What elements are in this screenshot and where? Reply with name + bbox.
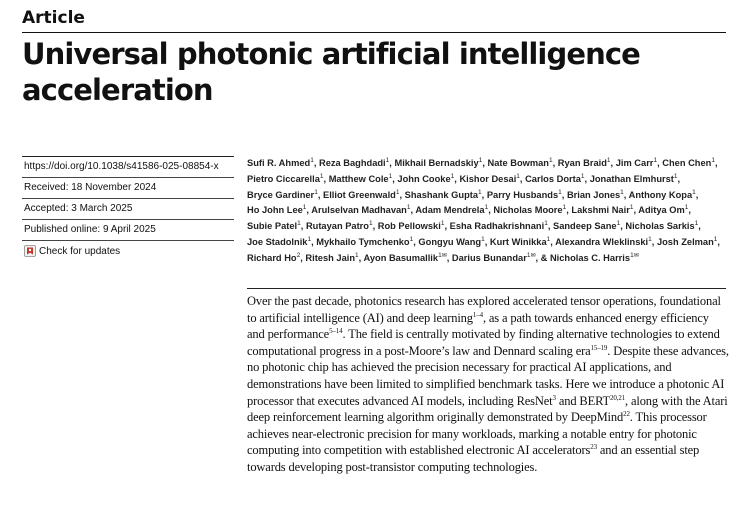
affiliation-marker: 1 xyxy=(713,235,718,243)
author-separator: , xyxy=(698,221,701,232)
author-separator: , xyxy=(444,221,448,232)
affiliation-marker: 1 xyxy=(580,172,585,180)
abstract-text: , along with the Atari deep reinforcement learning algorithm originally demonstrated by DeepMind xyxy=(247,393,728,425)
corresponding-author-icon[interactable]: ✉ xyxy=(441,252,447,259)
author-name-text: Ho John Lee xyxy=(247,205,303,216)
author-separator: , xyxy=(323,173,327,184)
affiliation-marker: 1 xyxy=(440,220,445,228)
author-name[interactable] xyxy=(316,237,416,247)
author-name-text: Shashank Gupta xyxy=(404,189,479,200)
author-separator: , xyxy=(519,173,523,184)
author-name-text: Darius Bunandar xyxy=(451,252,527,263)
author-name-text: Nate Bowman xyxy=(487,158,549,168)
author-name-text: Joe Stadolnik xyxy=(247,236,308,247)
author-name[interactable] xyxy=(405,190,485,200)
affiliation-marker: 1 xyxy=(711,156,715,164)
author-separator: , xyxy=(481,189,485,200)
abstract-text: , as a path towards enhanced energy efficiency and performance xyxy=(247,310,709,342)
author-name[interactable] xyxy=(247,174,326,184)
reference-link[interactable]: 1–4 xyxy=(472,310,483,319)
author-name-text: Richard Ho xyxy=(247,252,297,263)
affiliation-marker: 1 xyxy=(368,220,373,228)
author-name-text: Carlos Dorta xyxy=(525,173,581,184)
author-name-text: Mikhail Bernadskiy xyxy=(394,158,479,168)
affiliation-marker: 1 xyxy=(692,188,696,196)
affiliation-marker: 1 xyxy=(562,204,567,212)
author-name-text: Nicholas C. Harris xyxy=(549,252,631,263)
author-name[interactable] xyxy=(247,205,309,215)
author-name[interactable] xyxy=(493,205,568,215)
author-name[interactable] xyxy=(323,190,402,200)
affiliation-marker: 1 xyxy=(478,188,482,196)
author-separator: , xyxy=(535,252,539,263)
check-for-updates-icon xyxy=(24,245,36,257)
abstract-text: . The field is centrally motivated by finding alternative technologies to extend computational progress in a post-Moore’s law and Dennard scaling era xyxy=(247,327,720,358)
author-name[interactable] xyxy=(247,221,303,231)
author-name[interactable] xyxy=(397,174,456,184)
author-separator: , xyxy=(300,252,303,263)
received-date: Received: 18 November 2024 xyxy=(22,177,234,198)
corresponding-author-icon[interactable]: ✉ xyxy=(530,252,536,259)
author-separator: , xyxy=(392,173,395,184)
affiliation-marker: 1 xyxy=(438,251,442,259)
affiliation-marker: 1 xyxy=(484,204,489,212)
author-separator: , xyxy=(584,173,588,184)
corresponding-author-icon[interactable]: ✉ xyxy=(633,252,639,259)
check-for-updates-label: Check for updates xyxy=(39,245,121,257)
author-name-text: Esha Radhakrishnani xyxy=(449,221,545,232)
affiliation-marker: 1 xyxy=(314,188,318,196)
author-separator: , xyxy=(399,189,403,200)
author-name-text: Sandeep Sane xyxy=(553,221,617,232)
author-conjunction: & xyxy=(540,252,550,263)
author-separator: , xyxy=(714,158,718,168)
author-name[interactable] xyxy=(415,205,490,215)
affiliation-marker: 1 xyxy=(653,156,658,164)
affiliation-marker: 1 xyxy=(684,204,689,212)
affiliation-marker: 1 xyxy=(620,188,624,196)
author-name[interactable] xyxy=(625,221,700,231)
author-name[interactable] xyxy=(459,174,522,184)
author-separator: , xyxy=(484,236,488,247)
author-separator: , xyxy=(620,221,623,232)
author-name-text: Ayon Basumallik xyxy=(363,252,439,263)
author-name[interactable] xyxy=(616,158,660,168)
author-name[interactable] xyxy=(378,221,447,231)
author-name[interactable] xyxy=(553,221,623,231)
author-name-text: Matthew Cole xyxy=(328,173,389,184)
author-name[interactable] xyxy=(558,158,613,168)
article-meta xyxy=(22,156,234,262)
header-rule xyxy=(22,32,726,33)
author-separator: , xyxy=(695,189,699,200)
author-name-text: Subie Patel xyxy=(247,221,298,232)
abstract-text: . Despite these advances, no photonic chip has achieved the precision necessary for practical AI applications, and demonstrations have been limited to simplified benchmark tasks. Here we introduce a photonic AI processor that executes advanced AI models, including ResNet xyxy=(247,343,729,408)
author-name[interactable] xyxy=(590,174,680,184)
author-name-text: Kishor Desai xyxy=(459,173,517,184)
author-name[interactable] xyxy=(247,158,316,168)
author-name[interactable] xyxy=(657,237,720,247)
author-name[interactable] xyxy=(629,190,699,200)
author-name[interactable] xyxy=(571,205,636,215)
author-name-text: Rob Pellowski xyxy=(377,221,441,232)
author-separator: , xyxy=(623,189,627,200)
affiliation-marker: 1 xyxy=(481,235,485,243)
author-name[interactable] xyxy=(541,253,639,263)
author-name[interactable] xyxy=(567,190,626,200)
affiliation-marker: 1 xyxy=(307,235,312,243)
author-separator: , xyxy=(446,252,450,263)
author-separator: , xyxy=(633,205,637,216)
affiliation-marker: 1 xyxy=(516,172,520,180)
author-separator: , xyxy=(550,236,553,247)
author-name-text: Ryan Braid xyxy=(557,158,607,168)
author-name-text: Chen Chen xyxy=(662,158,712,168)
affiliation-marker: 2 xyxy=(296,251,301,259)
author-name[interactable] xyxy=(306,221,375,231)
author-name-text: Gongyu Wang xyxy=(418,236,482,247)
reference-link[interactable]: 20,21 xyxy=(610,393,626,402)
author-separator: , xyxy=(410,205,414,216)
reference-link[interactable]: 22 xyxy=(623,410,630,418)
author-separator: , xyxy=(306,205,310,216)
author-name[interactable] xyxy=(319,158,392,168)
author-name-text: Ritesh Jain xyxy=(305,252,356,263)
affiliation-marker: 1 xyxy=(616,220,621,228)
author-separator: , xyxy=(313,158,317,168)
affiliation-marker: 1 xyxy=(546,235,551,243)
author-name[interactable] xyxy=(247,237,314,247)
abstract-text: Over the past decade, photonics research has explored accelerated tensor operations, foundational to artificial intelligence (AI) and deep learning xyxy=(247,294,721,325)
abstract-text: . This processor achieves near-electronic precision for many workloads, marking a notable entry for photonic computing into competition with established electronic AI accelerators xyxy=(247,410,707,458)
reference-link[interactable]: 23 xyxy=(590,443,597,452)
author-separator: , xyxy=(482,158,485,168)
author-name-text: Reza Baghdadi xyxy=(319,158,386,168)
affiliation-marker: 1 xyxy=(409,235,414,243)
author-name[interactable] xyxy=(525,174,587,184)
author-name-text: Mykhailo Tymchenko xyxy=(316,236,410,247)
affiliation-marker: 1 xyxy=(302,204,307,212)
author-name-text: Aditya Om xyxy=(638,205,685,216)
author-separator: , xyxy=(688,205,691,216)
author-name[interactable] xyxy=(329,174,395,184)
author-separator: , xyxy=(717,236,721,247)
author-name[interactable] xyxy=(247,190,320,200)
affiliation-marker: 1 xyxy=(355,251,359,259)
affiliation-marker: 1 xyxy=(548,156,553,164)
abstract-rule xyxy=(247,288,726,289)
article-title: Universal photonic artificial intelligence acceleration xyxy=(22,37,640,107)
reference-link[interactable]: 3 xyxy=(552,393,556,402)
author-name-text: Lakshmi Nair xyxy=(571,205,630,216)
author-name[interactable] xyxy=(662,158,717,168)
author-name-text: Josh Zelman xyxy=(656,236,714,247)
reference-link[interactable]: 15–19 xyxy=(590,343,608,352)
author-separator: , xyxy=(372,221,376,232)
author-separator: , xyxy=(547,221,551,232)
author-name[interactable] xyxy=(452,253,538,263)
author-name-text: Elliot Greenwald xyxy=(323,189,396,200)
affiliation-marker: 1 xyxy=(544,220,548,228)
author-name-text: Rutayan Patro xyxy=(305,221,369,232)
accepted-date: Accepted: 3 March 2025 xyxy=(22,198,234,219)
affiliation-marker: 1 xyxy=(297,220,301,228)
affiliation-marker: 1 xyxy=(478,156,483,164)
author-list xyxy=(247,156,727,267)
affiliation-marker: 1 xyxy=(450,172,455,180)
affiliation-marker: 1 xyxy=(526,251,531,259)
author-name-text: Kurt Winikka xyxy=(489,236,547,247)
author-separator: , xyxy=(566,205,569,216)
author-name[interactable] xyxy=(394,158,484,168)
affiliation-marker: 1 xyxy=(558,188,562,196)
author-separator: , xyxy=(389,158,392,168)
author-name-text: Nicholas Sarkis xyxy=(625,221,695,232)
affiliation-marker: 1 xyxy=(310,156,314,164)
author-name[interactable] xyxy=(555,237,654,247)
affiliation-marker: 1 xyxy=(319,172,324,180)
author-name-text: Bryce Gardiner xyxy=(247,189,315,200)
author-separator: , xyxy=(358,252,362,263)
affiliation-marker: 1 xyxy=(673,172,678,180)
author-separator: , xyxy=(610,158,614,168)
affiliation-marker: 1 xyxy=(385,156,390,164)
author-name[interactable] xyxy=(490,237,553,247)
author-name[interactable] xyxy=(305,253,361,263)
author-separator: , xyxy=(552,158,556,168)
author-name-text: Anthony Kopa xyxy=(628,189,693,200)
affiliation-marker: 1 xyxy=(406,204,411,212)
author-separator: , xyxy=(657,158,660,168)
reference-link[interactable]: 5–14 xyxy=(329,327,343,336)
author-separator: , xyxy=(488,205,491,216)
author-name-text: Jonathan Elmhurst xyxy=(589,173,674,184)
author-separator: , xyxy=(454,173,457,184)
affiliation-marker: 1 xyxy=(388,172,393,180)
author-name-text: Brian Jones xyxy=(566,189,621,200)
author-name[interactable] xyxy=(488,158,556,168)
author-name-text: Pietro Ciccarella xyxy=(247,173,320,184)
author-name[interactable] xyxy=(311,205,413,215)
published-date: Published online: 9 April 2025 xyxy=(22,219,234,240)
author-name-text: John Cooke xyxy=(397,173,451,184)
author-separator: , xyxy=(317,189,321,200)
author-name-text: Nicholas Moore xyxy=(493,205,563,216)
author-name-text: Arulselvan Madhavan xyxy=(311,205,407,216)
author-separator: , xyxy=(311,236,314,247)
author-name-text: Parry Husbands xyxy=(486,189,559,200)
affiliation-marker: 1 xyxy=(629,204,634,212)
author-name-text: Adam Mendrela xyxy=(415,205,485,216)
author-name[interactable] xyxy=(487,190,565,200)
doi-link[interactable]: https://doi.org/10.1038/s41586-025-08854-x xyxy=(22,156,234,177)
affiliation-marker: 1 xyxy=(606,156,611,164)
author-name[interactable] xyxy=(450,221,551,231)
affiliation-marker: 1 xyxy=(395,188,400,196)
author-separator: , xyxy=(300,221,304,232)
affiliation-marker: 1 xyxy=(648,235,652,243)
author-separator: , xyxy=(677,173,681,184)
affiliation-marker: 1 xyxy=(630,251,634,259)
affiliation-marker: 1 xyxy=(694,220,699,228)
abstract-text: and BERT xyxy=(555,393,611,408)
author-name-text: Alexandra Wleklinski xyxy=(555,236,649,247)
abstract xyxy=(247,293,729,476)
author-separator: , xyxy=(561,189,565,200)
author-separator: , xyxy=(651,236,655,247)
check-for-updates-button[interactable] xyxy=(22,240,234,262)
author-name[interactable] xyxy=(247,253,303,263)
author-separator: , xyxy=(413,236,416,247)
abstract-text: and an essential step towards developing post-transistor computing technologies. xyxy=(247,443,700,474)
author-name[interactable] xyxy=(638,205,691,215)
author-name-text: Sufi R. Ahmed xyxy=(247,158,311,168)
author-name[interactable] xyxy=(418,237,487,247)
author-name[interactable] xyxy=(363,253,449,263)
article-type-label: Article xyxy=(22,8,85,28)
author-name-text: Jim Carr xyxy=(615,158,654,168)
